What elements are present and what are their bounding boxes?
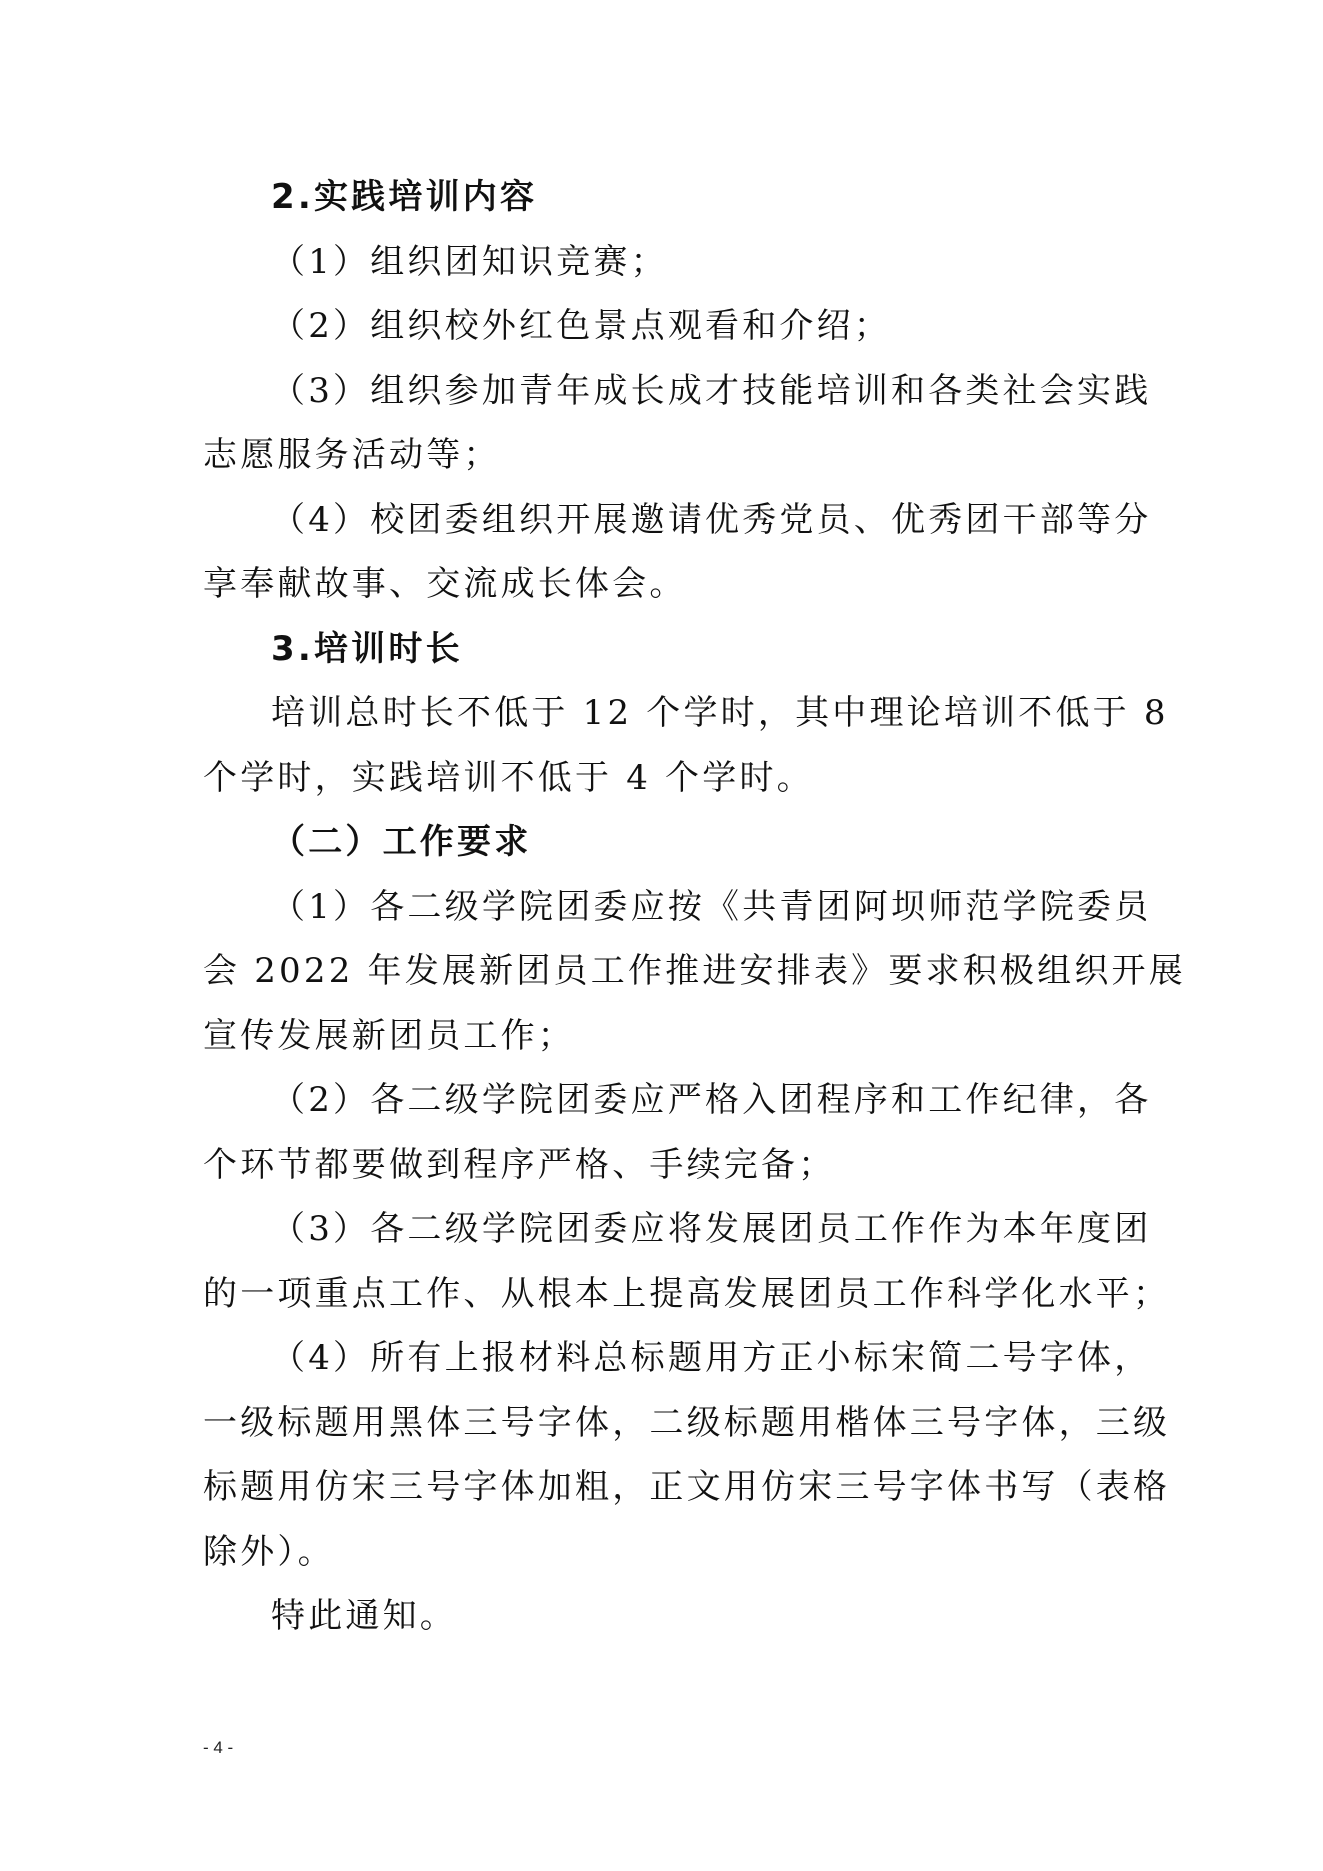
paragraph-line: 培训总时长不低于 12 个学时，其中理论培训不低于 8 xyxy=(271,693,1169,733)
section-heading-training-duration: 3.培训时长 xyxy=(271,628,463,669)
list-item: （1）组织团知识竞赛； xyxy=(271,241,668,282)
page-number: - 4 - xyxy=(203,1738,234,1757)
list-item: （1）各二级学院团委应按《共青团阿坝师范学院委员 xyxy=(271,886,1152,927)
list-item: （3）各二级学院团委应将发展团员工作作为本年度团 xyxy=(271,1209,1152,1249)
document-body xyxy=(203,165,1186,1649)
list-item-continuation: 会 2022 年发展新团员工作推进安排表》要求积极组织开展 xyxy=(203,951,1186,991)
list-item-continuation: 宣传发展新团员工作； xyxy=(203,1015,575,1056)
list-item: （2）组织校外红色景点观看和介绍； xyxy=(271,306,892,346)
closing-remark: 特此通知。 xyxy=(271,1596,457,1636)
list-item-continuation: 个环节都要做到程序严格、手续完备； xyxy=(203,1144,836,1185)
list-item-continuation: 除外）。 xyxy=(203,1531,335,1572)
list-item: （3）组织参加青年成长成才技能培训和各类社会实践 xyxy=(271,370,1152,411)
list-item-continuation: 标题用仿宋三号字体加粗，正文用仿宋三号字体书写（表格 xyxy=(203,1467,1171,1507)
section-heading-practice-content: 2.实践培训内容 xyxy=(271,177,538,217)
list-item-continuation: 志愿服务活动等； xyxy=(203,435,501,475)
section-heading-work-requirements: （二）工作要求 xyxy=(271,822,532,862)
list-item-continuation: 享奉献故事、交流成长体会。 xyxy=(203,564,687,604)
list-item: （2）各二级学院团委应严格入团程序和工作纪律，各 xyxy=(271,1080,1152,1120)
list-item-continuation: 的一项重点工作、从根本上提高发展团员工作科学化水平； xyxy=(203,1273,1171,1314)
paragraph-line: 个学时，实践培训不低于 4 个学时。 xyxy=(203,757,814,798)
list-item: （4）所有上报材料总标题用方正小标宋简二号字体， xyxy=(271,1338,1152,1378)
list-item-continuation: 一级标题用黑体三号字体，二级标题用楷体三号字体，三级 xyxy=(203,1402,1171,1443)
list-item: （4）校团委组织开展邀请优秀党员、优秀团干部等分 xyxy=(271,499,1152,540)
